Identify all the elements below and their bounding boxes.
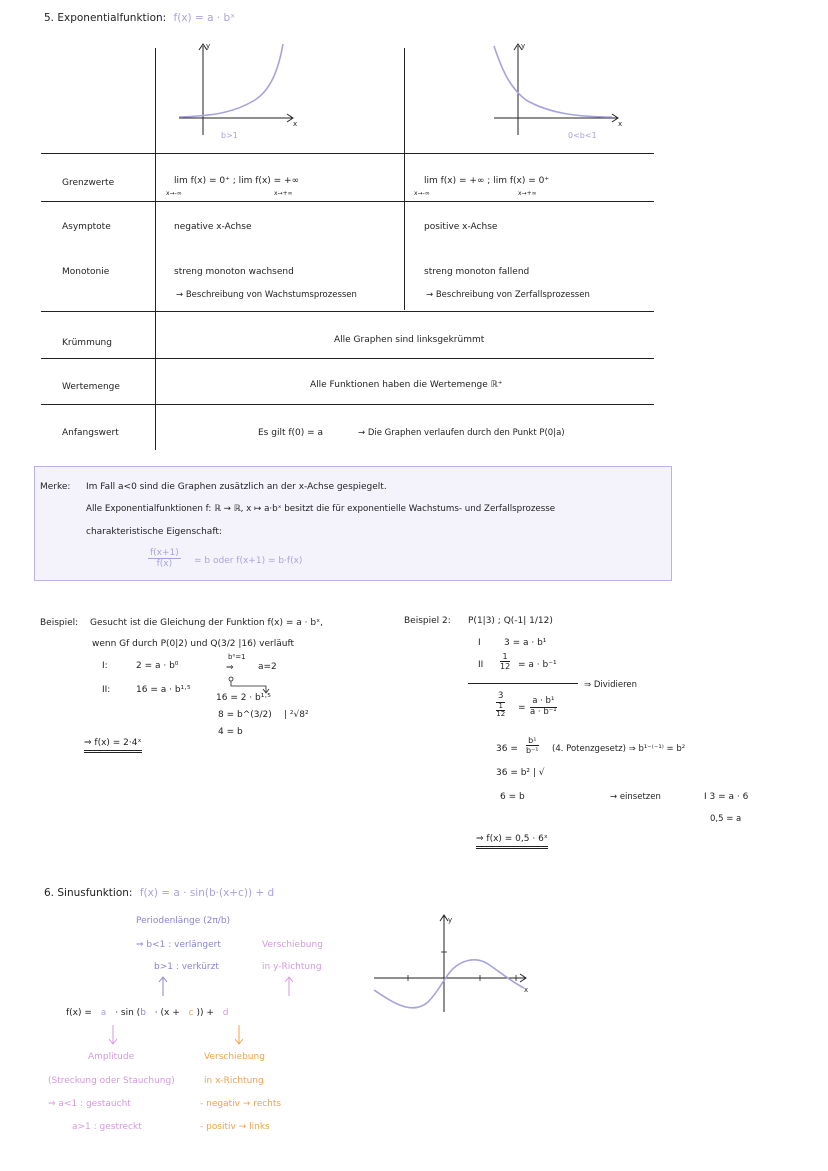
- beispiel1-result: ⇒ f(x) = 2·4ˣ: [84, 738, 142, 753]
- beispiel2-frac-rhs-num: a · b¹: [530, 697, 557, 708]
- table-hline-4: [41, 358, 654, 359]
- beispiel2-label: Beispiel 2:: [404, 616, 451, 626]
- merke-label: Merke:: [40, 482, 71, 492]
- beispiel2-eq2-rhs: = a · b⁻¹: [518, 660, 557, 670]
- row-label-asymptote: Asymptote: [62, 222, 111, 232]
- beispiel2-points: P(1|3) ; Q(-1| 1/12): [468, 616, 553, 626]
- asymptote-right: positive x-Achse: [424, 222, 498, 232]
- sin-amplitude: Amplitude: [88, 1052, 135, 1062]
- sin-f-part3: · (x +: [154, 1008, 180, 1018]
- graph1-caption: b>1: [221, 131, 238, 140]
- sin-amplitude2: (Streckung oder Stauchung): [48, 1076, 175, 1086]
- grenzwerte-left: lim f(x) = 0⁺ ; lim f(x) = +∞: [174, 176, 300, 186]
- table-hline-3: [41, 311, 654, 312]
- sin-verschiebung-y2: in y-Richtung: [262, 962, 322, 972]
- beispiel2-step36-frac: [526, 736, 539, 755]
- beispiel2-einsetzen: → einsetzen: [610, 792, 661, 802]
- beispiel2-eq1-label: I: [478, 638, 481, 648]
- beispiel2-step36: 36 =: [496, 744, 518, 754]
- beispiel1-a-result: a=2: [258, 662, 277, 672]
- table-hline-5: [41, 404, 654, 405]
- sin-graph-y-label: y: [448, 916, 453, 924]
- row-label-anfangswert: Anfangswert: [62, 428, 119, 438]
- beispiel2-step36-note: (4. Potenzgesetz) ⇒ b¹⁻⁽⁻¹⁾ = b²: [552, 744, 686, 754]
- beispiel2-divide-line: [468, 683, 578, 684]
- grenzwerte-right: lim f(x) = +∞ ; lim f(x) = 0⁺: [424, 176, 550, 186]
- sin-pos: - positiv → links: [200, 1122, 270, 1132]
- sin-verschiebung-x1: Verschiebung: [204, 1052, 265, 1062]
- beispiel1-eq1-label: I:: [102, 661, 108, 671]
- beispiel1-line1: Gesucht ist die Gleichung der Funktion f(x) = a · bˣ,: [90, 618, 323, 628]
- sin-periode: Periodenlänge (2π/b): [136, 916, 231, 926]
- merke-line1: Im Fall a<0 sind die Graphen zusätzlich an der x-Achse gespiegelt.: [86, 482, 387, 492]
- sin-graph-x-label: x: [524, 986, 529, 994]
- monotonie-right-note: → Beschreibung von Zerfallsprozessen: [426, 290, 590, 300]
- exp-graph-growth: [175, 40, 305, 140]
- grenzwerte-right-sub2: x→+∞: [518, 190, 537, 197]
- sin-b-greater: b>1 : verkürzt: [154, 962, 219, 972]
- grenzwerte-right-sub1: x→-∞: [414, 190, 430, 197]
- arrow-up-b: [158, 976, 168, 998]
- graph1-y-label: y: [206, 42, 211, 50]
- row-label-wertemenge: Wertemenge: [62, 382, 120, 392]
- beispiel2-equals: =: [518, 703, 526, 713]
- row-label-monotonie: Monotonie: [62, 267, 110, 277]
- beispiel2-divide: ⇒ Dividieren: [584, 680, 638, 690]
- table-hline-2: [41, 201, 654, 202]
- sin-verschiebung-y1: Verschiebung: [262, 940, 323, 950]
- sin-f-part4: )) +: [196, 1008, 214, 1018]
- sin-f-part1: f(x) =: [66, 1008, 92, 1018]
- beispiel2-result: ⇒ f(x) = 0,5 · 6ˣ: [476, 834, 548, 849]
- exp-graph-decay: [490, 40, 630, 140]
- sin-f-b: b: [140, 1008, 146, 1018]
- section5-title: [44, 12, 235, 25]
- sin-f-d: d: [222, 1008, 229, 1018]
- beispiel2-frac-lhs-inner: [496, 703, 505, 718]
- section5-heading: 5. Exponentialfunktion:: [44, 12, 167, 24]
- table-divider-2b: [404, 154, 405, 310]
- sin-a-greater: a>1 : gestreckt: [72, 1122, 142, 1132]
- beispiel2-frac-lhs-num: 1: [496, 703, 505, 711]
- sin-f-part2: · sin (: [115, 1008, 141, 1018]
- sin-formula-main: [66, 1008, 228, 1019]
- beispiel2-einsetzen-eq: I 3 = a · 6: [704, 792, 749, 802]
- beispiel2-step6: 6 = b: [500, 792, 525, 802]
- sin-verschiebung-x2: in x-Richtung: [204, 1076, 264, 1086]
- graph2-x-label: x: [618, 120, 623, 128]
- sin-f-c: c: [188, 1008, 194, 1018]
- monotonie-left: streng monoton wachsend: [174, 267, 294, 277]
- beispiel2-frac-rhs-den: a · b⁻¹: [530, 706, 557, 717]
- table-divider-2a: [404, 48, 405, 154]
- beispiel2-step36-num: b¹: [526, 736, 539, 746]
- grenzwerte-left-sub1: x→-∞: [166, 190, 182, 197]
- merke-line3: charakteristische Eigenschaft:: [86, 527, 222, 537]
- grenzwerte-left-sub2: x→+∞: [274, 190, 293, 197]
- merke-fraction: [148, 548, 181, 570]
- anfangswert-b: → Die Graphen verlaufen durch den Punkt P(0|a): [358, 428, 565, 438]
- row-label-grenzwerte: Grenzwerte: [62, 178, 115, 188]
- monotonie-left-note: → Beschreibung von Wachstumsprozessen: [176, 290, 357, 300]
- beispiel1-eq2-label: II:: [102, 685, 111, 695]
- beispiel2-eq2-lhs-den: 12: [500, 662, 511, 672]
- beispiel2-step36b: 36 = b² | √: [496, 768, 545, 778]
- row-label-kruemmung: Krümmung: [62, 338, 112, 348]
- merke-frac-num: f(x+1): [150, 548, 179, 558]
- sin-graph: [372, 912, 532, 1022]
- table-hline-1: [41, 153, 654, 154]
- beispiel2-eq1: 3 = a · b¹: [504, 638, 547, 648]
- beispiel1-label: Beispiel:: [40, 618, 79, 628]
- asymptote-left: negative x-Achse: [174, 222, 252, 232]
- beispiel1-step2: 8 = b^(3/2): [218, 710, 272, 720]
- arrow-down-c: [234, 1024, 244, 1046]
- beispiel2-step36-den: b⁻¹: [526, 746, 539, 756]
- sin-f-a: a: [100, 1008, 107, 1018]
- table-divider-1: [155, 48, 156, 450]
- section6-formula: f(x) = a · sin(b·(x+c)) + d: [139, 887, 275, 899]
- graph2-caption: 0<b<1: [568, 131, 597, 140]
- beispiel1-eq1: 2 = a · b⁰: [136, 661, 179, 671]
- merke-line2: Alle Exponentialfunktionen f: ℝ → ℝ, x ↦ a·bˣ besitzt die für exponentielle Wachstums- und Zerfallsprozesse: [86, 504, 556, 514]
- section5-formula: f(x) = a · bˣ: [173, 12, 235, 24]
- beispiel2-eq2-lhs: [500, 652, 510, 671]
- beispiel2-frac-lhs-den: 12: [496, 709, 506, 718]
- anfangswert-a: Es gilt f(0) = a: [258, 428, 324, 438]
- wertemenge-span: Alle Funktionen haben die Wertemenge ℝ⁺: [310, 380, 503, 390]
- beispiel1-step3: 4 = b: [218, 727, 243, 737]
- arrow-up-d: [284, 976, 294, 998]
- merke-formula-rest: = b oder f(x+1) = b·f(x): [194, 556, 303, 566]
- beispiel2-frac-lhs-top: 3: [498, 691, 504, 701]
- graph1-x-label: x: [293, 120, 298, 128]
- graph2-y-label: y: [521, 42, 526, 50]
- section6-heading: 6. Sinusfunktion:: [44, 887, 133, 899]
- beispiel2-frac-lhs: [496, 692, 505, 718]
- beispiel2-frac-rhs: [530, 697, 557, 718]
- kruemmung-span: Alle Graphen sind linksgekrümmt: [334, 335, 485, 345]
- sin-b-less: ⇒ b<1 : verlängert: [136, 940, 221, 950]
- beispiel2-a-value: 0,5 = a: [710, 814, 742, 824]
- beispiel2-eq2-label: II: [478, 660, 484, 670]
- monotonie-right: streng monoton fallend: [424, 267, 530, 277]
- beispiel1-step2-note: | ²√8²: [284, 710, 309, 720]
- merke-frac-den: f(x): [156, 559, 173, 570]
- beispiel1-eq2: 16 = a · b¹·⁵: [136, 685, 191, 695]
- beispiel1-arrow: ⇒: [226, 663, 234, 673]
- beispiel1-step1: 16 = 2 · b¹·⁵: [216, 693, 271, 703]
- sin-neg: - negativ → rechts: [200, 1099, 282, 1109]
- beispiel2-eq2-lhs-num: 1: [500, 652, 510, 662]
- section6-title: [44, 887, 274, 900]
- beispiel1-b0-note: b⁰=1: [228, 653, 246, 661]
- arrow-down-a: [108, 1024, 118, 1046]
- sin-a-less: ⇒ a<1 : gestaucht: [48, 1099, 131, 1109]
- beispiel1-line2: wenn Gf durch P(0|2) und Q(3/2 |16) verläuft: [92, 639, 294, 649]
